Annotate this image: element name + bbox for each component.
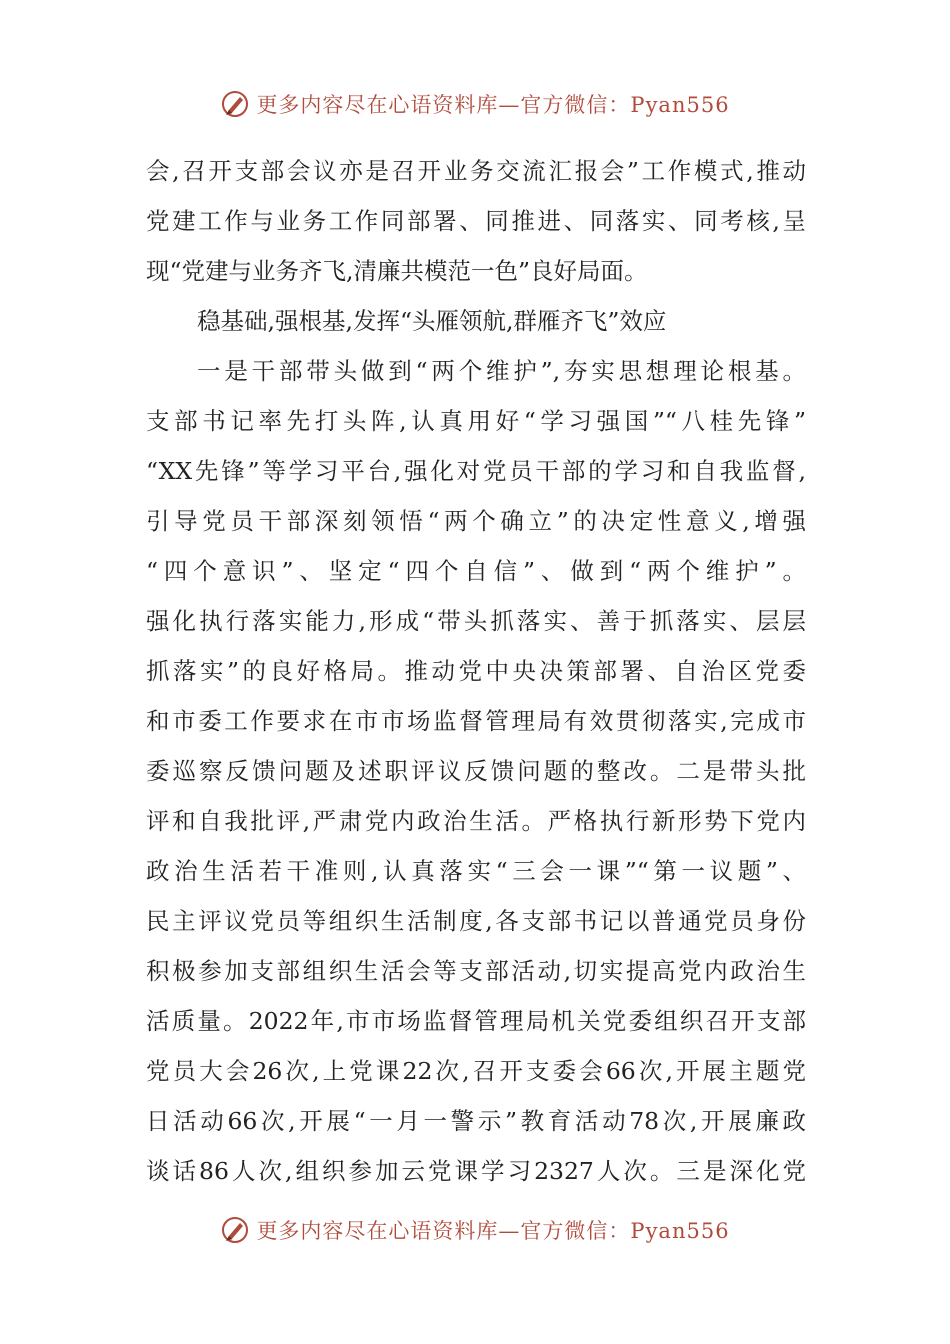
text-line-9: “四个意识”、坚定“四个自信”、做到“两个维护”。 [146,557,806,585]
text-line-16: 民主评议党员等组织生活制度,各支部书记以普通党员身份 [146,907,806,935]
text-line-15: 政治生活若干准则,认真落实“三会一课”“第一议题”、 [146,857,806,885]
footer-watermark-banner [0,1210,950,1250]
text-line-21: 谈话86人次,组织参加云党课学习2327人次。三是深化党 [146,1157,806,1185]
text-line-17: 积极参加支部组织生活会等支部活动,切实提高党内政治生 [146,957,806,985]
text-line-20: 日活动66次,开展“一月一警示”教育活动78次,开展廉政 [146,1107,806,1135]
text-line-2: 党建工作与业务工作同部署、同推进、同落实、同考核,呈 [146,207,806,235]
footer-watermark-text: 更多内容尽在心语资料库—官方微信：Pyan556 [256,1219,730,1243]
section-heading: 稳基础,强根基,发挥“头雁领航,群雁齐飞”效应 [197,307,667,335]
text-line-18: 活质量。2022年,市市场监督管理局机关党委组织召开支部 [146,1007,806,1035]
pen-in-circle-icon [220,1215,250,1245]
header-watermark-text: 更多内容尽在心语资料库—官方微信：Pyan556 [256,93,730,117]
text-line-13: 委巡察反馈问题及述职评议反馈问题的整改。二是带头批 [146,757,806,785]
text-line-12: 和市委工作要求在市市场监督管理局有效贯彻落实,完成市 [146,707,806,735]
text-line-5: 一是干部带头做到“两个维护”,夯实思想理论根基。 [197,357,806,385]
document-body [146,146,806,1196]
text-line-6: 支部书记率先打头阵,认真用好“学习强国”“八桂先锋” [146,407,806,435]
text-line-10: 强化执行落实能力,形成“带头抓落实、善于抓落实、层层 [146,607,806,635]
pen-in-circle-icon [220,89,250,119]
text-line-7: “XX先锋”等学习平台,强化对党员干部的学习和自我监督, [146,457,806,485]
text-line-19: 党员大会26次,上党课22次,召开支委会66次,开展主题党 [146,1057,806,1085]
text-line-14: 评和自我批评,严肃党内政治生活。严格执行新形势下党内 [146,807,806,835]
text-line-11: 抓落实”的良好格局。推动党中央决策部署、自治区党委 [146,657,806,685]
text-line-3: 现“党建与业务齐飞,清廉共模范一色”良好局面。 [146,257,648,285]
header-watermark-banner [0,84,950,124]
text-line-1: 会,召开支部会议亦是召开业务交流汇报会”工作模式,推动 [146,157,806,185]
text-line-8: 引导党员干部深刻领悟“两个确立”的决定性意义,增强 [146,507,806,535]
